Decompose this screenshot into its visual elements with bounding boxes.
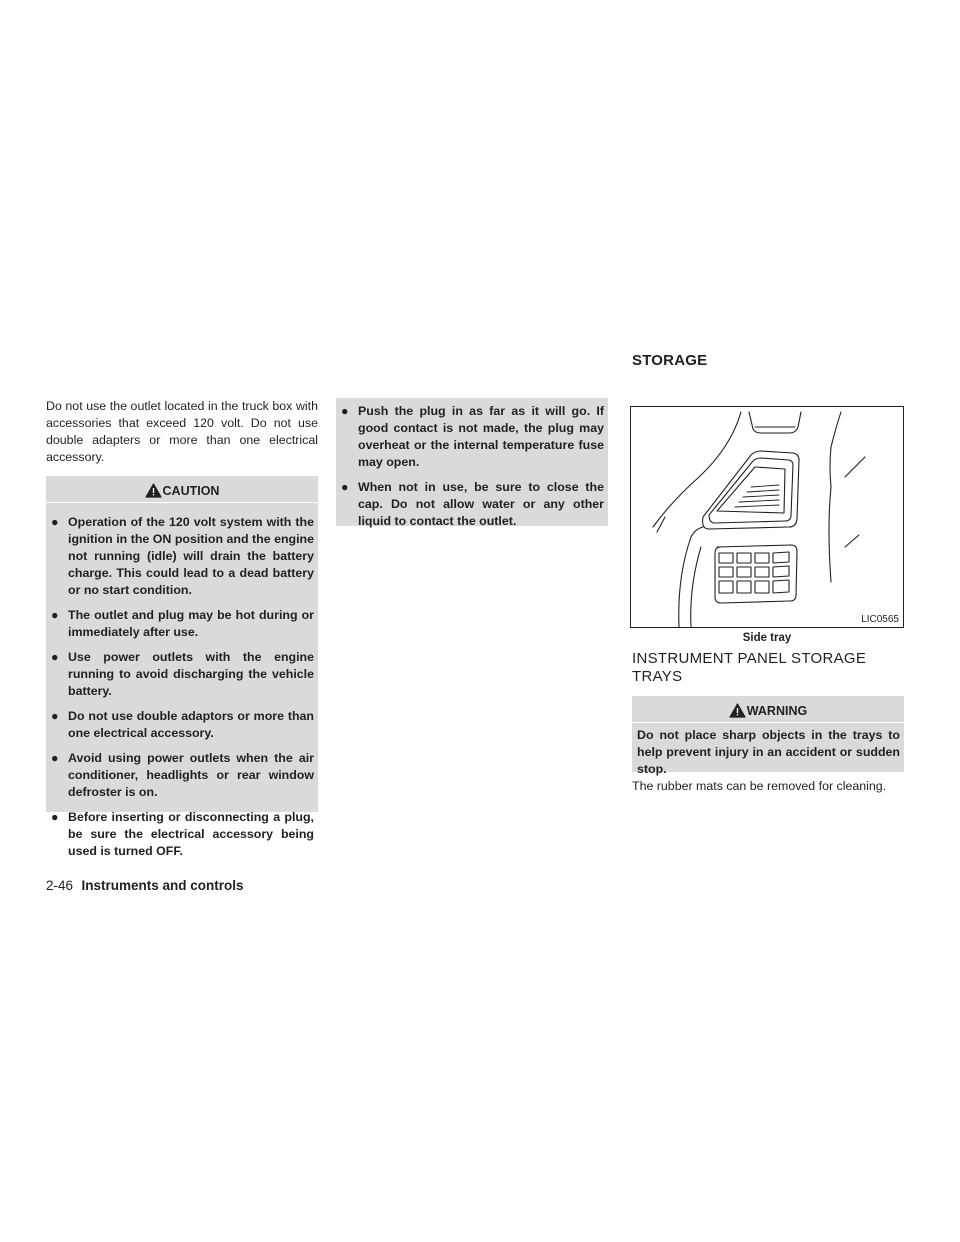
warning-triangle-icon: [729, 703, 746, 718]
warning-text: Do not place sharp objects in the trays to help prevent injury in an accident or sudden stop.: [637, 728, 900, 776]
subsection-title: INSTRUMENT PANEL STORAGE TRAYS: [632, 650, 867, 685]
section-title: STORAGE: [632, 352, 708, 369]
caution-header: [46, 476, 318, 503]
list-item: ● When not in use, be sure to close the cap. Do not allow water or any other liquid to contact the outlet.: [341, 480, 604, 528]
list-item: ● Push the plug in as far as it will go. If good contact is not made, the plug may overheat or the internal temperature fuse may open.: [341, 404, 604, 469]
side-tray-figure: [630, 406, 904, 628]
caution-list: [46, 503, 318, 860]
chapter-title: Instruments and controls: [81, 878, 244, 893]
side-tray-illustration: [631, 407, 903, 627]
figure-caption: Side tray: [742, 632, 792, 644]
list-item: ● Operation of the 120 volt system with the ignition in the ON position and the engine not running (idle) will drain the battery charge. This could lead to a dead battery or no start condition.: [51, 515, 314, 597]
caution-box: [46, 476, 318, 858]
caution-list-continued: [336, 398, 608, 530]
warning-header: [632, 696, 904, 723]
caution-title: CAUTION: [162, 484, 220, 498]
list-item: ● Before inserting or disconnecting a plug, be sure the electrical accessory being used is turned OFF.: [51, 810, 314, 858]
caution-box-continued: [336, 398, 608, 526]
list-item: ● Use power outlets with the engine running to avoid discharging the vehicle battery.: [51, 650, 314, 698]
warning-box: [632, 696, 904, 776]
warning-triangle-icon: [145, 483, 162, 498]
figure-code: LIC0565: [861, 614, 899, 625]
warning-title: WARNING: [746, 704, 808, 718]
list-item: ● The outlet and plug may be hot during or immediately after use.: [51, 608, 314, 639]
note-text: The rubber mats can be removed for cleaning.: [632, 779, 887, 793]
intro-paragraph: Do not use the outlet located in the truck box with accessories that exceed 120 volt. Do not use double adapters or more than one electrical accessory.: [46, 399, 318, 464]
page-footer: [46, 877, 244, 895]
list-item: ● Do not use double adaptors or more than one electrical accessory.: [51, 709, 314, 740]
list-item: ● Avoid using power outlets when the air conditioner, headlights or rear window defroster is on.: [51, 751, 314, 799]
page-number: 2-46: [46, 878, 74, 893]
